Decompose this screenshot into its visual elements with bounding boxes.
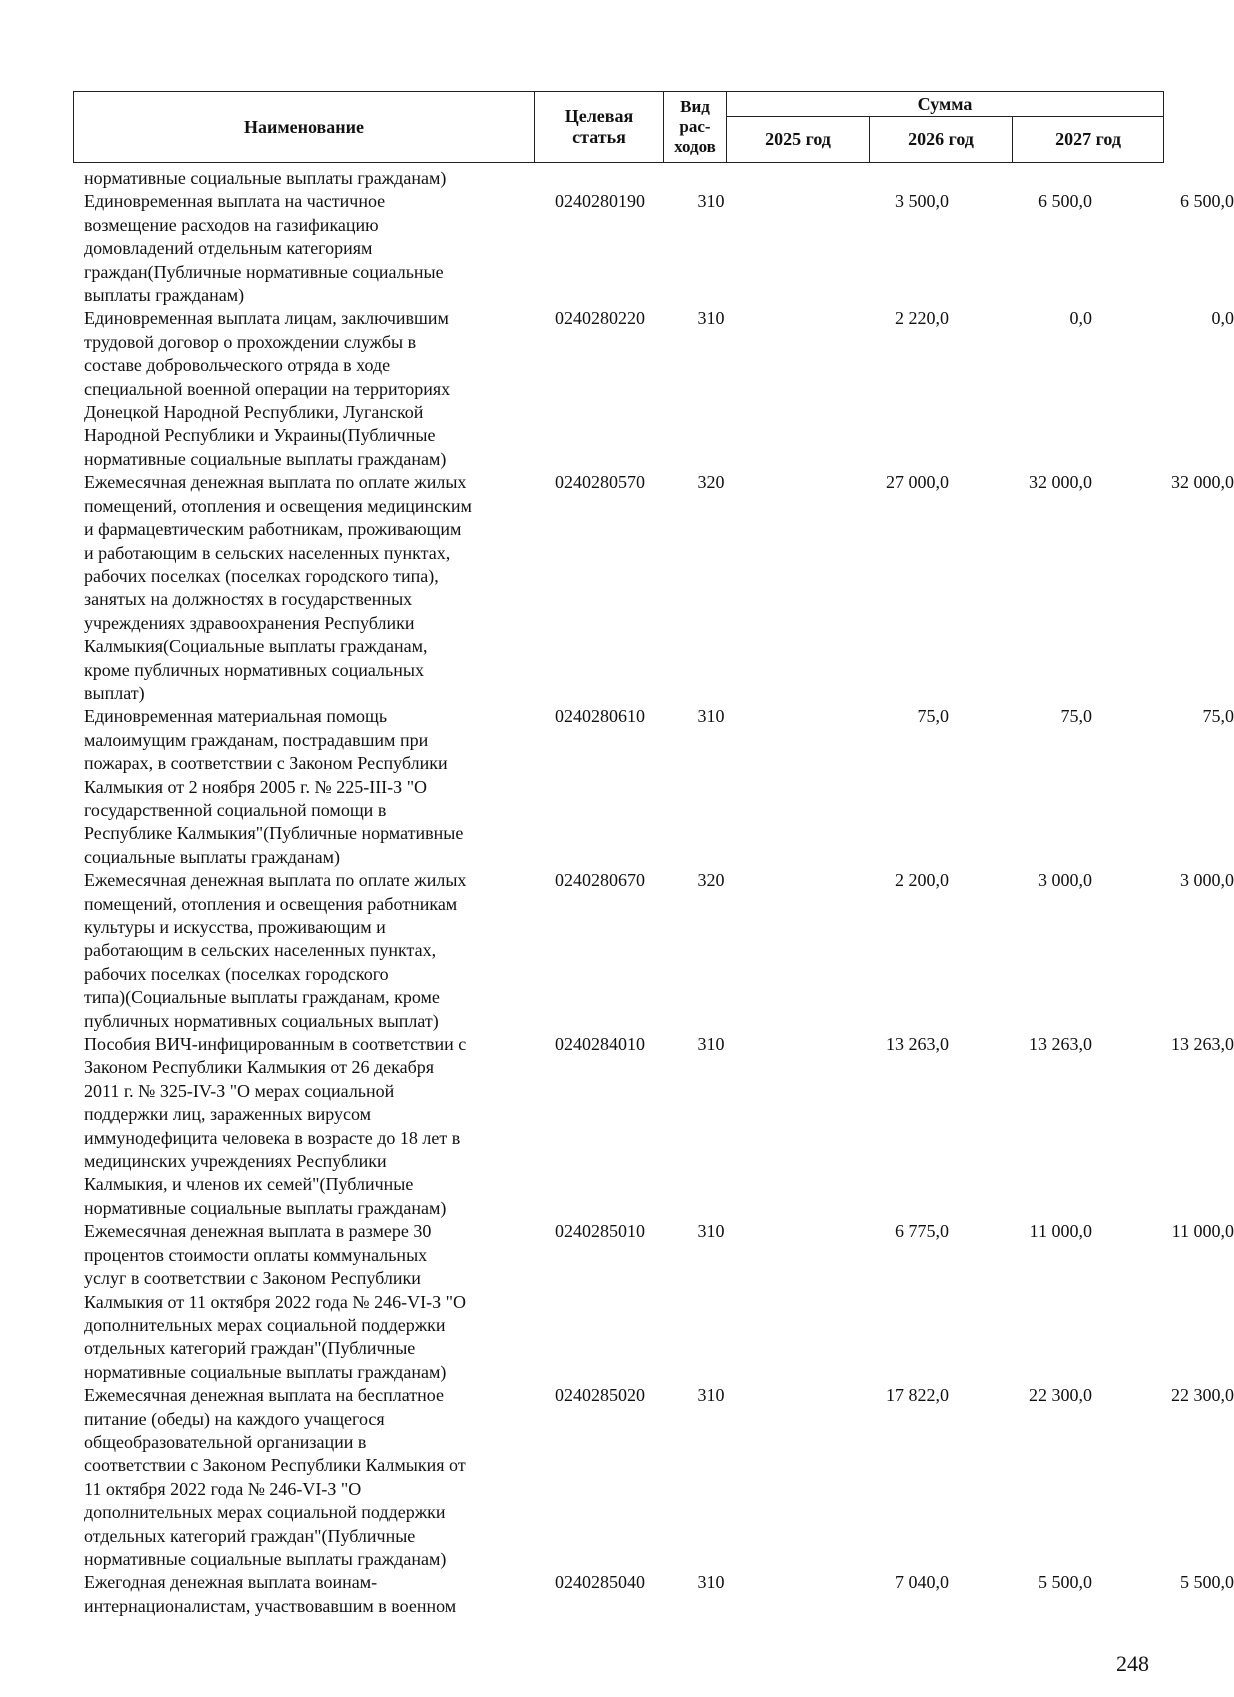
row-sum-2025: 2 220,0 bbox=[895, 308, 949, 329]
row-sum-2027: 3 000,0 bbox=[1180, 870, 1234, 891]
row-sum-2027: 13 263,0 bbox=[1171, 1034, 1234, 1055]
column-header-target-line2: статья bbox=[572, 127, 626, 147]
row-target-code: 0240285020 bbox=[555, 1385, 645, 1406]
column-header-target-line1: Целевая bbox=[564, 106, 634, 126]
column-header-name: Наименование bbox=[74, 92, 535, 163]
table-row bbox=[84, 1033, 1234, 1220]
row-sum-2026: 32 000,0 bbox=[1029, 472, 1092, 493]
row-expense-type: 310 bbox=[697, 308, 725, 329]
row-name: Ежемесячная денежная выплата по оплате жилых помещений, отопления и освещения медицинским и фармацевтическим работникам, проживающим и работающим в сельских населенных пунктах, рабочих поселках (поселках городского типа), занятых на должностях в государственных учреждениях здравоохранения Республики Калмыкия(Социальные выплаты гражданам, кроме публичных нормативных социальных выплат) bbox=[84, 472, 472, 703]
row-sum-2026: 3 000,0 bbox=[1038, 870, 1092, 891]
table-row bbox=[84, 307, 1234, 471]
row-sum-2026: 6 500,0 bbox=[1038, 191, 1092, 212]
table-header bbox=[73, 91, 1164, 163]
row-sum-2026: 22 300,0 bbox=[1029, 1385, 1092, 1406]
row-expense-type: 310 bbox=[697, 1034, 725, 1055]
table-row bbox=[84, 869, 1234, 1033]
row-target-code: 0240285010 bbox=[555, 1221, 645, 1242]
row-target-code: 0240280570 bbox=[555, 472, 645, 493]
row-sum-2027: 5 500,0 bbox=[1180, 1572, 1234, 1593]
row-target-code: 0240284010 bbox=[555, 1034, 645, 1055]
row-sum-2025: 13 263,0 bbox=[886, 1034, 949, 1055]
table-row bbox=[84, 471, 1234, 705]
row-target-code: 0240280190 bbox=[555, 191, 645, 212]
table-body bbox=[84, 167, 1234, 1618]
row-name: Ежегодная денежная выплата воинам- интернационалистам, участвовавшим в военном bbox=[84, 1572, 457, 1616]
row-name: Ежемесячная денежная выплата по оплате жилых помещений, отопления и освещения работникам культуры и искусства, проживающим и работающим в сельских населенных пунктах, рабочих поселках (поселках городского типа)(Социальные выплаты гражданам, кроме публичных нормативных социальных выплат) bbox=[84, 870, 467, 1031]
row-expense-type: 310 bbox=[697, 1572, 725, 1593]
row-name: нормативные социальные выплаты гражданам) bbox=[84, 168, 447, 188]
row-target-code: 0240280610 bbox=[555, 706, 645, 727]
column-header-vid-line2: рас- bbox=[679, 117, 711, 136]
column-header-sum: Сумма bbox=[727, 92, 1164, 117]
row-sum-2025: 6 775,0 bbox=[895, 1221, 949, 1242]
row-sum-2026: 13 263,0 bbox=[1029, 1034, 1092, 1055]
row-sum-2025: 3 500,0 bbox=[895, 191, 949, 212]
row-sum-2027: 6 500,0 bbox=[1180, 191, 1234, 212]
row-target-code: 0240280220 bbox=[555, 308, 645, 329]
page-number: 248 bbox=[1116, 1651, 1149, 1676]
row-expense-type: 310 bbox=[697, 1385, 725, 1406]
table-row bbox=[84, 167, 1163, 190]
row-sum-2025: 17 822,0 bbox=[886, 1385, 949, 1406]
column-header-vid bbox=[664, 92, 727, 163]
row-target-code: 0240285040 bbox=[555, 1572, 645, 1593]
row-sum-2025: 75,0 bbox=[917, 706, 949, 727]
table-row bbox=[84, 705, 1234, 869]
row-sum-2027: 32 000,0 bbox=[1171, 472, 1234, 493]
row-sum-2027: 75,0 bbox=[1202, 706, 1234, 727]
row-name: Ежемесячная денежная выплата в размере 30 процентов стоимости оплаты коммунальных услуг в соответствии с Законом Республики Калмыкия от 11 октября 2022 года № 246-VI-З "О дополнительных мерах социальной поддержки отдельных категорий граждан"(Публичные нормативные социальные выплаты гражданам) bbox=[84, 1221, 466, 1382]
column-header-vid-line1: Вид bbox=[680, 97, 710, 116]
row-sum-2027: 22 300,0 bbox=[1171, 1385, 1234, 1406]
row-sum-2026: 5 500,0 bbox=[1038, 1572, 1092, 1593]
row-name: Единовременная выплата лицам, заключившим трудовой договор о прохождении службы в составе добровольческого отряда в ходе специальной военной операции на территориях Донецкой Народной Республики, Луганской Народной Республики и Украины(Публичные нормативные социальные выплаты гражданам) bbox=[84, 308, 451, 469]
row-sum-2026: 75,0 bbox=[1060, 706, 1092, 727]
row-target-code: 0240280670 bbox=[555, 870, 645, 891]
row-name: Единовременная выплата на частичное возмещение расходов на газификацию домовладений отдельным категориям граждан(Публичные нормативные социальные выплаты гражданам) bbox=[84, 191, 444, 306]
row-name: Ежемесячная денежная выплата на бесплатное питание (обеды) на каждого учащегося общеобразовательной организации в соответствии с Законом Республики Калмыкия от 11 октября 2022 года № 246-VI-З "О дополнительных мерах социальной поддержки отдельных категорий граждан"(Публичные нормативные социальные выплаты гражданам) bbox=[84, 1385, 466, 1569]
row-sum-2026: 0,0 bbox=[1069, 308, 1092, 329]
row-expense-type: 320 bbox=[697, 472, 725, 493]
row-sum-2027: 0,0 bbox=[1211, 308, 1234, 329]
row-name: Единовременная материальная помощь малоимущим гражданам, пострадавшим при пожарах, в соответствии с Законом Республики Калмыкия от 2 ноября 2005 г. № 225-III-З "О государственной социальной помощи в Республике Калмыкия"(Публичные нормативные социальные выплаты гражданам) bbox=[84, 706, 464, 867]
row-expense-type: 320 bbox=[697, 870, 725, 891]
column-header-vid-line3: ходов bbox=[674, 137, 716, 156]
row-expense-type: 310 bbox=[697, 706, 725, 727]
row-sum-2025: 2 200,0 bbox=[895, 870, 949, 891]
row-sum-2025: 27 000,0 bbox=[886, 472, 949, 493]
table-row bbox=[84, 190, 1234, 307]
table-row bbox=[84, 1384, 1234, 1571]
row-sum-2027: 11 000,0 bbox=[1171, 1221, 1234, 1242]
row-sum-2025: 7 040,0 bbox=[895, 1572, 949, 1593]
row-expense-type: 310 bbox=[697, 191, 725, 212]
row-name: Пособия ВИЧ-инфицированным в соответствии с Законом Республики Калмыкия от 26 декабря 2011 г. № 325-IV-З "О мерах социальной поддержки лиц, зараженных вирусом иммунодефицита человека в возрасте до 18 лет в медицинских учреждениях Республики Калмыкия, и членов их семей"(Публичные нормативные социальные выплаты гражданам) bbox=[84, 1034, 467, 1218]
row-expense-type: 310 bbox=[697, 1221, 725, 1242]
column-header-2026: 2026 год bbox=[870, 117, 1013, 163]
row-sum-2026: 11 000,0 bbox=[1029, 1221, 1092, 1242]
column-header-2027: 2027 год bbox=[1013, 117, 1164, 163]
table-row bbox=[84, 1220, 1234, 1384]
column-header-2025: 2025 год bbox=[727, 117, 870, 163]
table-row bbox=[84, 1571, 1234, 1618]
column-header-target bbox=[535, 92, 664, 163]
